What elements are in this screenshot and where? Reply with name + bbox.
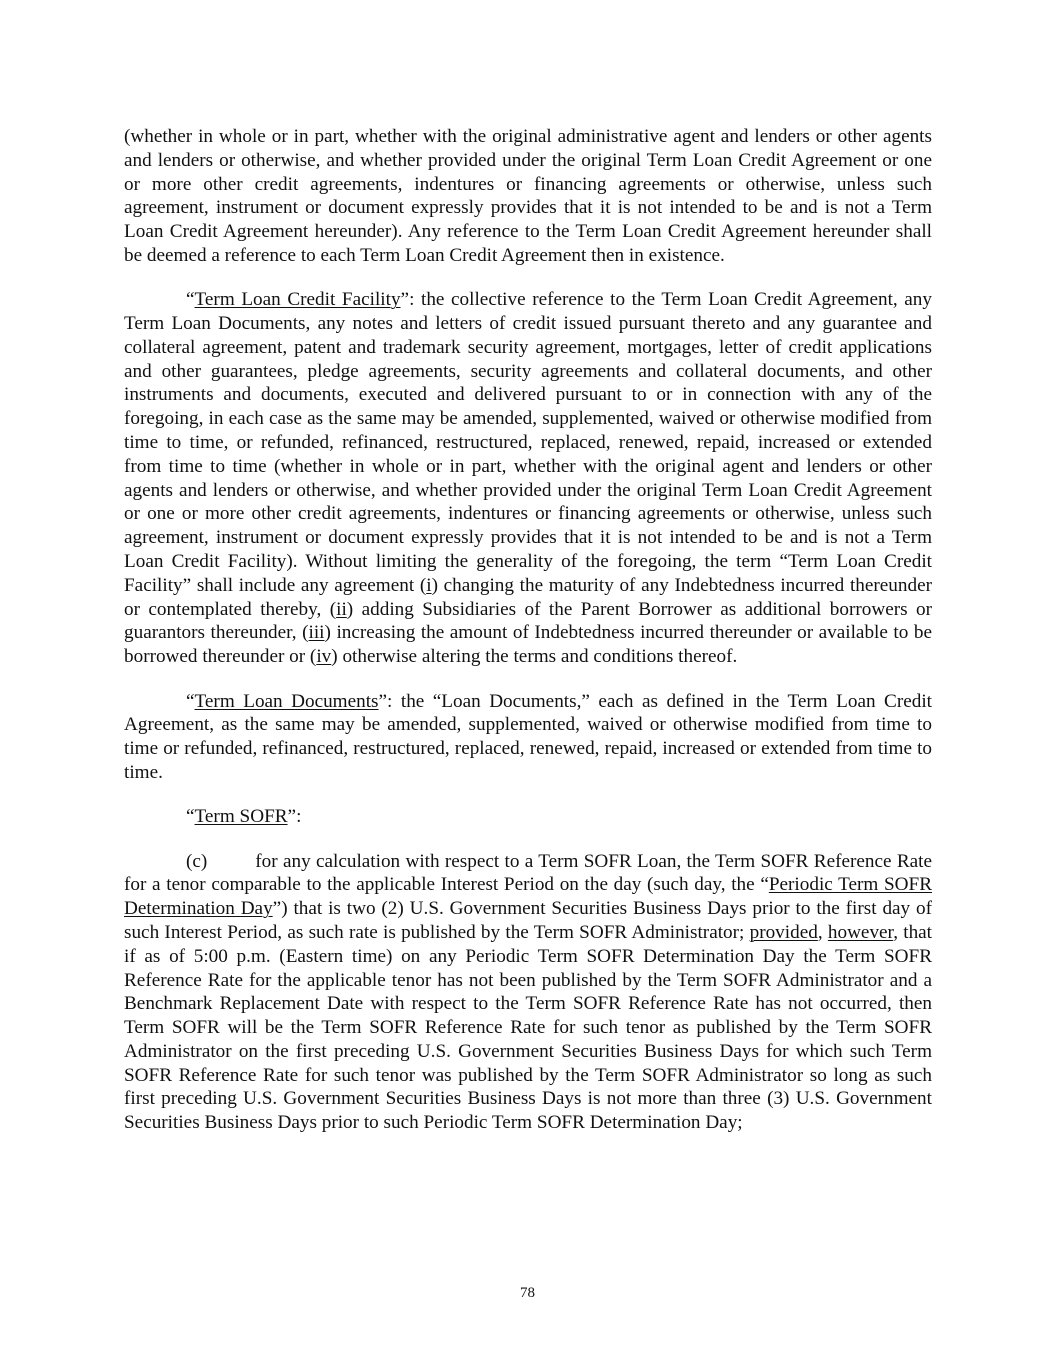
clause-text: for any calculation with respect to a Term SOFR Loan, the Term SOFR Reference Rate for a tenor comparable to the applicable Interest Period on the day (such day, the “ xyxy=(124,850,932,896)
proviso-provided: provided xyxy=(749,921,818,943)
open-quote: “ xyxy=(186,690,195,712)
clause-text: ”) that is two (2) U.S. Government Securities Business Days prior to the first day of such Interest Period, as such rate is published by the Term SOFR Administrator; xyxy=(124,898,933,943)
open-quote: “ xyxy=(186,806,195,828)
defined-term-periodic-term-sofr-determination-day: Periodic Term SOFR Determination Day xyxy=(124,874,932,920)
definition-text: ) increasing the amount of Indebtedness incurred thereunder or available to be borrowed thereunder or ( xyxy=(124,622,932,668)
clause-text: , that if as of 5:00 p.m. (Eastern time) on any Periodic Term SOFR Determination Day the Term SOFR Reference Rate for the applicable tenor has not been published by the Term SOFR Administrator and a Benchmark Replacement Date with respect to the Term SOFR Reference Rate has not occurred, then Term SOFR will be the Term SOFR Reference Rate for such tenor as published by the Term SOFR Administrator on the first preceding U.S. Government Securities Business Days for which such Term SOFR Reference Rate for such tenor was published by the Term SOFR Administrator so long as such first preceding U.S. Government Securities Business Days is not more than three (3) U.S. Government Securities Business Days prior to such Periodic Term SOFR Determination Day; xyxy=(124,921,933,1134)
open-quote: “ xyxy=(186,289,195,311)
clause-marker-i: i xyxy=(426,574,432,596)
defined-term-term-loan-documents: Term Loan Documents xyxy=(194,690,379,712)
clause-marker-iii: iii xyxy=(308,622,325,644)
definition-text: ) otherwise altering the terms and conditions thereof. xyxy=(331,646,738,668)
defined-term-term-loan-credit-facility: Term Loan Credit Facility xyxy=(194,289,401,311)
clause-marker-ii: ii xyxy=(336,598,347,620)
paragraph-term-loan-documents-definition xyxy=(124,690,932,785)
paragraph-term-sofr-heading xyxy=(124,805,932,829)
paragraph-term-loan-credit-agreement-continuation: (whether in whole or in part, whether with the original administrative agent and lenders or other agents and lenders or otherwise, and whether provided under the original Term Loan Credit Agreement or one or more other credit agreements, indentures or financing agreements or otherwise, unless such agreement, instrument or document expressly provides that it is not intended to be and is not a Term Loan Credit Agreement hereunder). Any reference to the Term Loan Credit Agreement hereunder shall be deemed a reference to each Term Loan Credit Agreement then in existence. xyxy=(124,126,932,266)
clause-marker-iv: iv xyxy=(316,646,332,668)
clause-text: , xyxy=(817,921,828,943)
proviso-however: however xyxy=(827,921,894,943)
clause-label-c: (c) xyxy=(186,850,208,872)
definition-text: ”: xyxy=(287,806,302,828)
paragraph-term-sofr-clause-c xyxy=(124,850,932,1136)
definition-text: ) adding Subsidiaries of the Parent Borrower as additional borrowers or guarantors thereunder, ( xyxy=(124,598,932,644)
document-page xyxy=(124,125,932,1156)
definition-text: ”: the “Loan Documents,” each as defined in the Term Loan Credit Agreement, as the same may be amended, supplemented, waived or otherwise modified from time to time or refunded, refinanced, restructured, replaced, renewed, repaid, increased or extended from time to time. xyxy=(124,690,933,783)
paragraph-term-loan-credit-facility-definition xyxy=(124,288,932,669)
defined-term-term-sofr: Term SOFR xyxy=(194,806,288,828)
definition-text: ”: the collective reference to the Term Loan Credit Agreement, any Term Loan Documents, any notes and letters of credit issued pursuant thereto and any guarantee and collateral agreement, patent and trademark security agreement, mortgages, letter of credit applications and other guarantees, pledge agreements, security agreements and collateral documents, and other instruments and documents, executed and delivered pursuant to or in connection with any of the foregoing, in each case as the same may be amended, supplemented, waived or otherwise modified from time to time, or refunded, refinanced, restructured, replaced, renewed, repaid, increased or extended from time to time (whether in whole or in part, whether with the original agent and lenders or other agents and lenders or otherwise, and whether provided under the original Term Loan Credit Agreement or one or more other credit agreements, indentures or financing agreements or otherwise, unless such agreement, instrument or document expressly provides that it is not intended to be and is not a Term Loan Credit Facility). Without limiting the generality of the foregoing, the term “Term Loan Credit Facility” shall include any agreement ( xyxy=(124,289,932,596)
page-number: 78 xyxy=(520,1285,535,1301)
definition-text: ) changing the maturity of any Indebtedness incurred thereunder or contemplated thereby, ( xyxy=(124,574,932,620)
